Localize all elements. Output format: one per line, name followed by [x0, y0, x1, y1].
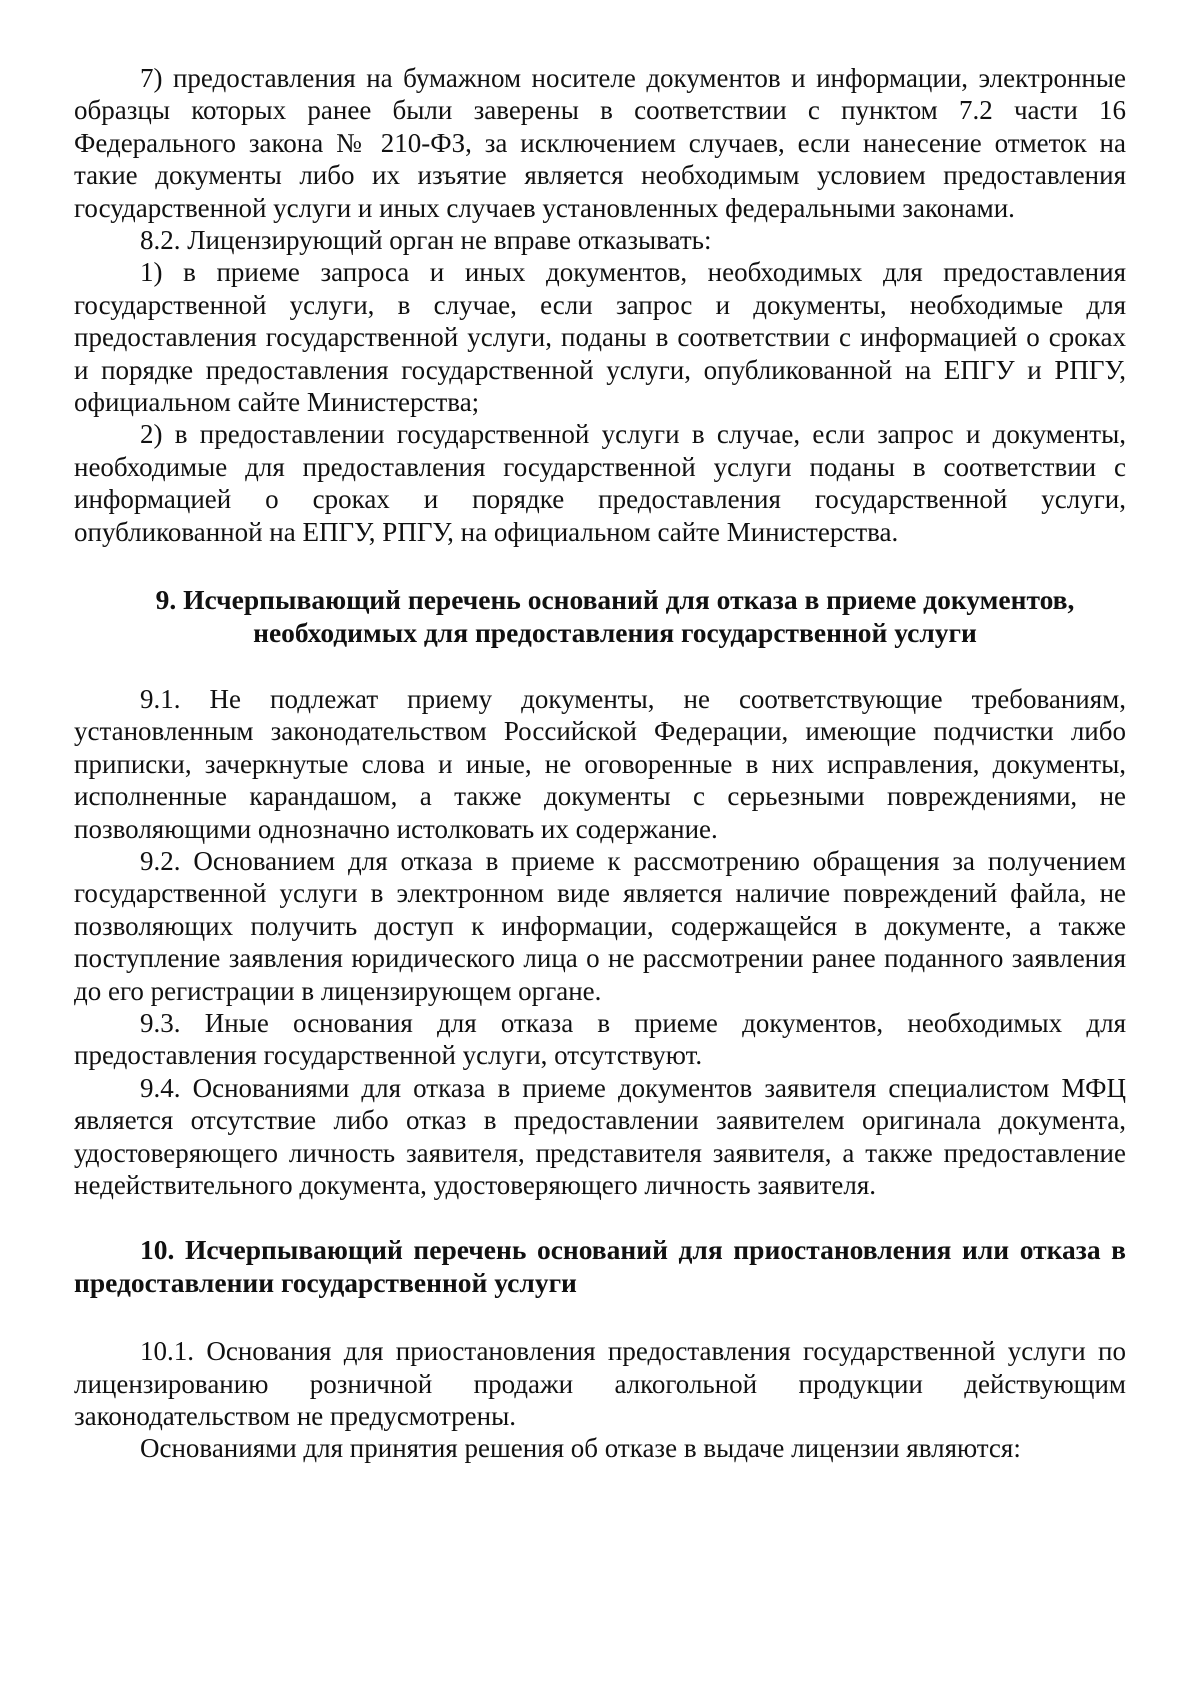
paragraph-10-1: 10.1. Основания для приостановления предоставления государственной услуги по лицензированию розничной продажи алкогольной продукции действующим законодательством не предусмотрены. [74, 1336, 1126, 1432]
paragraph-9-4: 9.4. Основаниями для отказа в приеме документов заявителя специалистом МФЦ является отсутствие либо отказ в предоставлении заявителем оригинала документа, удостоверяющего личность заявителя, представителя заявителя, а также предоставление недействительного документа, удостоверяющего личность заявителя. [74, 1072, 1126, 1200]
section-9-heading-line-2: необходимых для предоставления государственной услуги [253, 616, 977, 648]
section-9-heading [74, 584, 1126, 649]
paragraph-8-2-item-2: 2) в предоставлении государственной услуги в случае, если запрос и документы, необходимые для предоставления государственной услуги поданы в соответствии с информацией о сроках и порядке предоставления государственной услуги, опубликованной на ЕПГУ, РПГУ, на официальном сайте Министерства. [74, 419, 1126, 547]
paragraph-8-2-item-1: 1) в приеме запроса и иных документов, необходимых для предоставления государственной услуги, в случае, если запрос и документы, необходимые для предоставления государственной услуги, поданы в соответствии с информацией о сроках и порядке предоставления государственной услуги, опубликованной на ЕПГУ и РПГУ, официальном сайте Министерства; [74, 257, 1126, 418]
spacer [74, 1299, 1126, 1335]
paragraph-9-3: 9.3. Иные основания для отказа в приеме документов, необходимых для предоставления государственной услуги, отсутствуют. [74, 1007, 1126, 1071]
paragraph-8-2: 8.2. Лицензирующий орган не вправе отказывать: [140, 225, 712, 256]
paragraph-item-7: 7) предоставления на бумажном носителе документов и информации, электронные образцы которых ранее были заверены в соответствии с пунктом 7.2 части 16 Федерального закона № 210-ФЗ, за исключением случаев, если нанесение отметок на такие документы либо их изъятие является необходимым условием предоставления государственной услуги и иных случаев установленных федеральными законами. [74, 63, 1126, 223]
section-10-heading: 10. Исчерпывающий перечень оснований для приостановления или отказа в предоставлении государственной услуги [74, 1234, 1126, 1298]
document-page [74, 62, 1126, 1465]
spacer [74, 649, 1126, 683]
section-9-heading-line-1: 9. Исчерпывающий перечень оснований для отказа в приеме документов, [155, 584, 1075, 616]
spacer [74, 548, 1126, 584]
paragraph-9-1: 9.1. Не подлежат приему документы, не соответствующие требованиям, установленным законодательством Российской Федерации, имеющие подчистки либо приписки, зачеркнутые слова и иные, не оговоренные в них исправления, документы, исполненные карандашом, а также документы с серьезными повреждениями, не позволяющими однозначно истолковать их содержание. [74, 683, 1126, 844]
paragraph-10-grounds: Основаниями для принятия решения об отказе в выдаче лицензии являются: [140, 1433, 1021, 1464]
paragraph-9-2: 9.2. Основанием для отказа в приеме к рассмотрению обращения за получением государственной услуги в электронном виде является наличие повреждений файла, не позволяющих получить доступ к информации, содержащейся в документе, а также поступление заявления юридического лица о не рассмотрении ранее поданного заявления до его регистрации в лицензирующем органе. [74, 845, 1126, 1006]
spacer [74, 1201, 1126, 1234]
